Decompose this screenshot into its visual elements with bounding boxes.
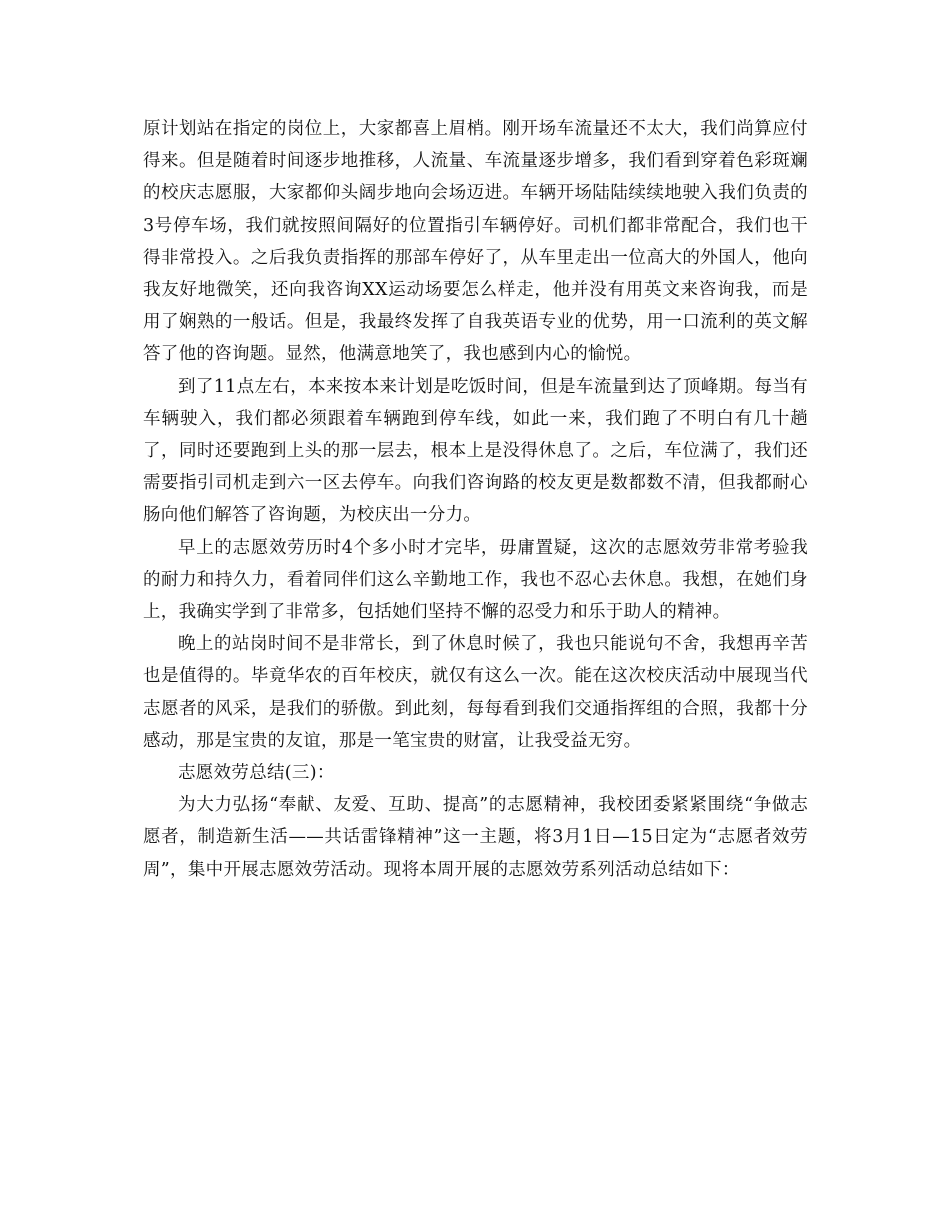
- paragraph: 晚上的站岗时间不是非常长，到了休息时候了，我也只能说句不舍，我想再辛苦也是值得的。毕竟华农的百年校庆，就仅有这么一次。能在这次校庆活动中展现当代志愿者的风采，是我们的骄傲。到此刻，每每看到我们交通指挥组的合照，我都十分感动，那是宝贵的友谊，那是一笔宝贵的财富，让我受益无穷。: [143, 634, 808, 751]
- paragraph: 到了11点左右，本来按本来计划是吃饭时间，但是车流量到达了顶峰期。每当有车辆驶入，我们都必须跟着车辆跑到停车线，如此一来，我们跑了不明白有几十趟了，同时还要跑到上头的那一层去，根本上是没得休息了。之后，车位满了，我们还需要指引司机走到六一区去停车。向我们咨询路的校友更是数都数不清，但我都耐心肠向他们解答了咨询题，为校庆出一分力。: [143, 376, 808, 526]
- paragraph: 为大力弘扬“奉献、友爱、互助、提高”的志愿精神，我校团委紧紧围绕“争做志愿者，制造新生活——共话雷锋精神”这一主题，将3月1日—15日定为“志愿者效劳周”，集中开展志愿效劳活动。现将本周开展的志愿效劳系列活动总结如下：: [143, 795, 808, 880]
- document-body: [143, 113, 808, 886]
- paragraph: 早上的志愿效劳历时4个多小时才完毕，毋庸置疑，这次的志愿效劳非常考验我的耐力和持久力，看着同伴们这么辛勤地工作，我也不忍心去休息。我想，在她们身上，我确实学到了非常多，包括她们坚持不懈的忍受力和乐于助人的精神。: [143, 537, 808, 623]
- section-heading: 志愿效劳总结(三)：: [178, 763, 335, 784]
- paragraph-continued: 原计划站在指定的岗位上，大家都喜上眉梢。刚开场车流量还不太大，我们尚算应付得来。但是随着时间逐步地推移，人流量、车流量逐步增多，我们看到穿着色彩斑斓的校庆志愿服，大家都仰头阔步地向会场迈进。车辆开场陆陆续续地驶入我们负责的3号停车场，我们就按照间隔好的位置指引车辆停好。司机们都非常配合，我们也干得非常投入。之后我负责指挥的那部车停好了，从车里走出一位高大的外国人，他向我友好地微笑，还向我咨询XX运动场要怎么样走，他并没有用英文来咨询我，而是用了娴熟的一般话。但是，我最终发挥了自我英语专业的优势，用一口流利的英文解答了他的咨询题。显然，他满意地笑了，我也感到内心的愉悦。: [143, 119, 808, 365]
